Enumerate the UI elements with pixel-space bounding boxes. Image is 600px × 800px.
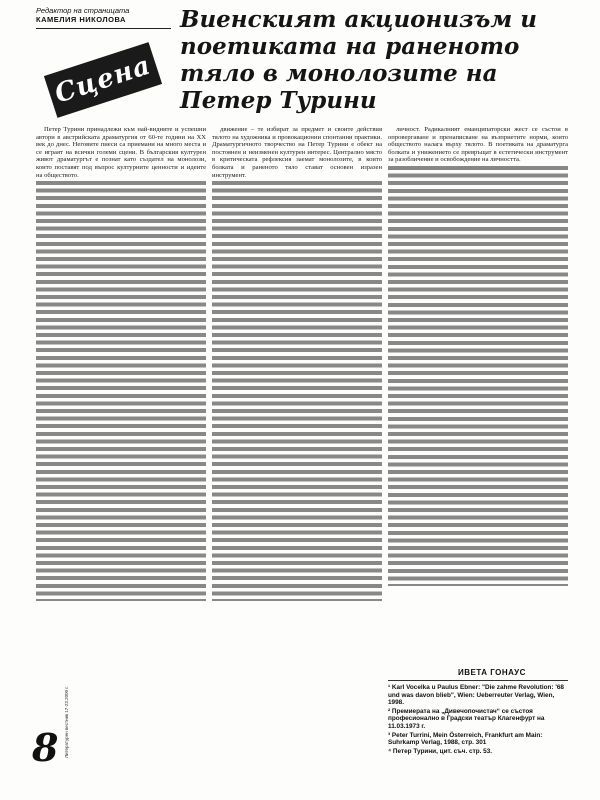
editor-name: КАМЕЛИЯ НИКОЛОВА: [36, 15, 126, 24]
footnotes: [388, 684, 568, 756]
publication-line: [64, 686, 69, 758]
footnotes-rule: [388, 680, 568, 681]
author-signature: ИВЕТА ГОНАУС: [458, 668, 526, 677]
page-editor-credit: [36, 6, 129, 24]
column-3-body-lines: [388, 166, 568, 586]
article-column-2: [212, 126, 382, 766]
header-rule: [36, 28, 171, 29]
publication-line-text: Литературен вестник 17-23.2000 г.: [64, 686, 69, 758]
section-label: Сцена: [44, 42, 162, 118]
page-number: 8: [32, 725, 59, 770]
column-1-text: Петер Турини принадлежи към най-видните и успешни автори в австрийската драматургия от 60-те години на ХХ век до днес. Неговите пиеси са приемани на много места и се играят на всички големи сцени. В българския културен живот драматургът е познат като създател на монолози, които поставят под въпрос културните ценности и идеите на обществото.: [36, 126, 206, 179]
editor-role: Редактор на страницата: [36, 6, 130, 15]
article-title: Виенският акционизъм и поетиката на раненото тяло в монолозите на Петер Турини: [180, 6, 537, 114]
column-2-body-lines: [212, 181, 382, 601]
footnote: ⁴ Петер Турини, цит. съч. стр. 53.: [388, 747, 493, 755]
footnote: ¹ Karl Vocelka u Paulus Ebner: "Die zahme Revolution: '68 und was davon blieb", Wien: Ueberreuter Verlag, Wien, 1998.: [388, 684, 564, 707]
article-column-3: [388, 126, 568, 646]
column-1-body-lines: [36, 181, 206, 601]
column-3-text: личност. Радикалният еманципаторски жест се състои в опровергаване и пренаписване на възприетите норми, които обществото налага върху тялото. В поетиката на драматурга болката и унижението се превръщат в естетически инструмент за разобличение и освобождение на личността.: [388, 126, 568, 164]
article-column-1: [36, 126, 206, 766]
footnote: ³ Peter Turrini, Mein Österreich, Frankfurt am Main: Suhrkamp Verlag, 1988, стр. 301: [388, 731, 543, 747]
footnote: ² Премиерата на „Дивечопочистач“ се състоя професионално в Градски театър Клагенфурт на 11.03.1973 г.: [388, 707, 545, 730]
column-2-text: движение – те избират за предмет и своите действия тялото на художника и провокационни спонтанни практики. Драматургичното творчество на Петер Турини е обект на постоянен и неизменен културен интерес. Централно място в критическата рефлексия заемат монолозите, в които болката и раненото тяло стават основен изразен инструмент.: [212, 126, 382, 179]
section-badge: [48, 38, 168, 128]
